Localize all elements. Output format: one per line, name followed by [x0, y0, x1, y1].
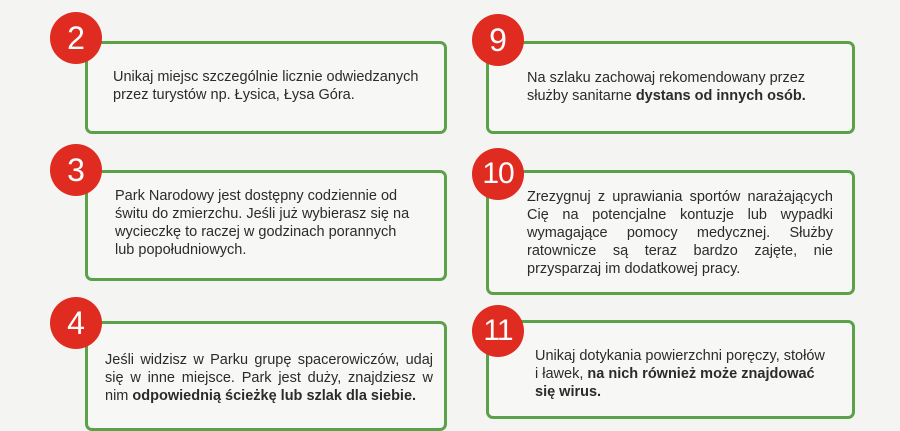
tip-text-10	[527, 188, 833, 278]
tip-text-3	[115, 187, 415, 259]
tip-number-badge-11: 11	[472, 305, 524, 357]
tip-text-segment: dystans od innych osób.	[635, 88, 806, 104]
tip-text-11	[535, 347, 825, 401]
tip-number-badge-4: 4	[50, 297, 102, 349]
tip-number-badge-9: 9	[472, 14, 524, 66]
tip-text-4	[105, 351, 433, 405]
tip-text-segment: Unikaj miejsc szczególnie licznie odwiedzanych przez turystów np. Łysica, Łysa Góra.	[113, 69, 419, 103]
tip-text-segment: Zrezygnuj z uprawiania sportów narażających Cię na potencjalne kontuzje lub wypadki wymagające pomocy medycznej. Służby ratownicze są teraz bardzo zajęte, nie przysparzaj im dodatkowej pracy.	[527, 189, 833, 277]
tip-number-badge-2: 2	[50, 12, 102, 64]
tip-text-segment: Park Narodowy jest dostępny codziennie od świtu do zmierzchu. Jeśli już wybierasz się na wycieczkę to raczej w godzinach porannych lub popołudniowych.	[115, 188, 410, 258]
tip-card-3	[85, 170, 447, 281]
tip-text-segment: Unikaj dotykania powierzchni poręczy, stołów i ławek,	[535, 348, 825, 382]
tip-text-segment: Jeśli widzisz w Parku grupę spacerowiczów, udaj się w inne miejsce. Park jest duży, znajdziesz w nim	[105, 352, 433, 404]
tip-card-4	[85, 321, 447, 431]
tip-card-9	[486, 41, 855, 134]
tip-text-2	[113, 68, 435, 104]
tip-card-10	[486, 170, 855, 295]
tip-card-2	[85, 41, 447, 134]
tip-text-segment: na nich również może znajdować się wirus.	[535, 366, 815, 400]
tip-number-badge-10: 10	[472, 148, 524, 200]
tip-text-segment: Na szlaku zachowaj rekomendowany przez służby sanitarne	[527, 70, 806, 104]
tip-card-11	[486, 320, 855, 419]
tip-number-badge-3: 3	[50, 144, 102, 196]
tip-text-segment: odpowiednią ścieżkę lub szlak dla siebie.	[132, 388, 417, 404]
tip-text-9	[527, 69, 847, 105]
